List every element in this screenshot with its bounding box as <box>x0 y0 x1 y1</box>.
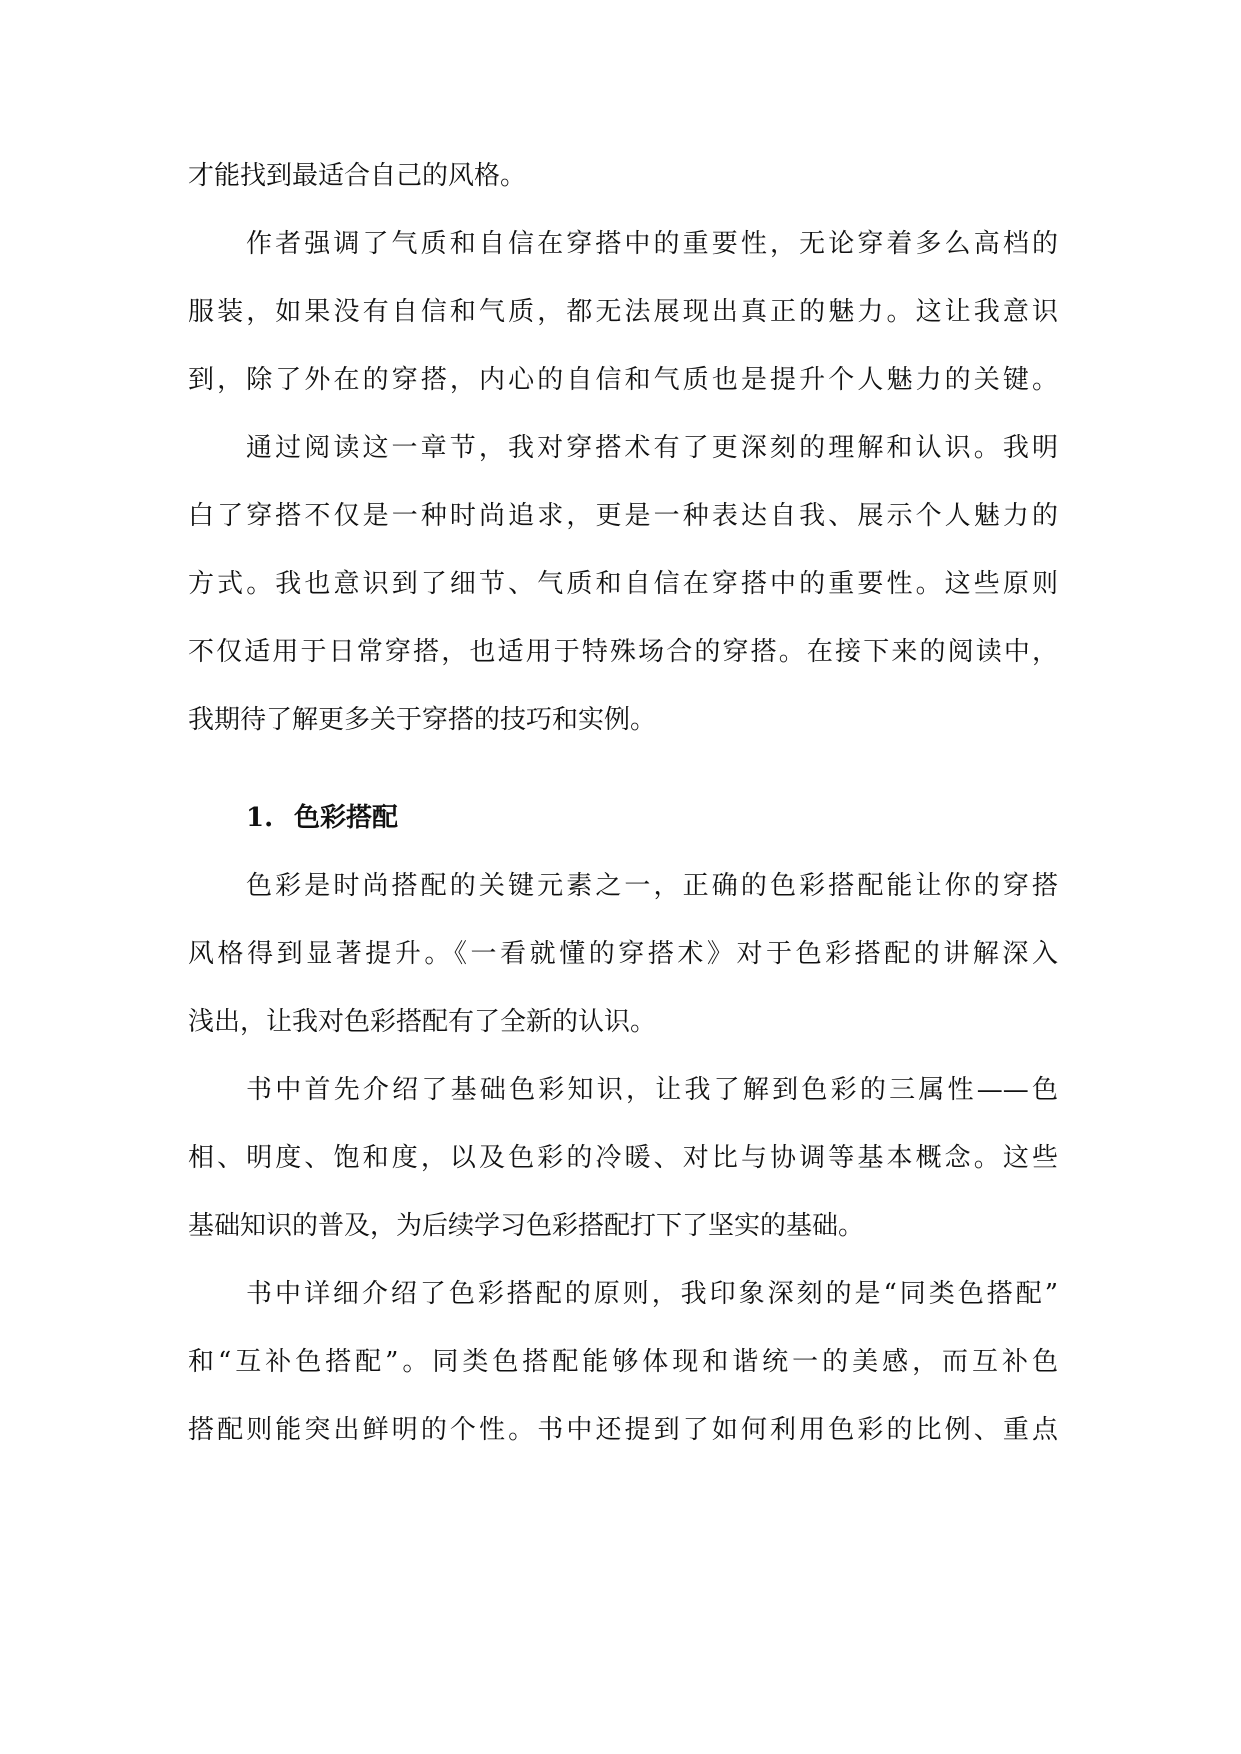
section-spacer <box>188 754 1058 784</box>
text-line: 白了穿搭不仅是一种时尚追求，更是一种表达自我、展示个人魅力的 <box>188 501 1058 531</box>
text-line: 服装，如果没有自信和气质，都无法展现出真正的魅力。这让我意识 <box>188 297 1058 327</box>
text-line: 到，除了外在的穿搭，内心的自信和气质也是提升个人魅力的关键。 <box>188 365 1058 395</box>
text-line: 我期待了解更多关于穿搭的技巧和实例。 <box>188 705 657 735</box>
text-line: 方式。我也意识到了细节、气质和自信在穿搭中的重要性。这些原则 <box>188 569 1058 599</box>
section-heading <box>188 784 1058 852</box>
text-line: 风格得到显著提升。《一看就懂的穿搭术》对于色彩搭配的讲解深入 <box>188 939 1058 969</box>
paragraph <box>188 210 1058 414</box>
text-line: 浅出，让我对色彩搭配有了全新的认识。 <box>188 1007 657 1037</box>
paragraph <box>188 1260 1058 1464</box>
document-body <box>188 142 1058 1464</box>
text-line: 作者强调了气质和自信在穿搭中的重要性，无论穿着多么高档的 <box>246 229 1058 259</box>
section-number: 1. <box>246 803 274 833</box>
text-line: 通过阅读这一章节，我对穿搭术有了更深刻的理解和认识。我明 <box>246 433 1058 463</box>
paragraph-continuation <box>188 142 1058 210</box>
text-line: 书中详细介绍了色彩搭配的原则，我印象深刻的是“同类色搭配” <box>246 1279 1058 1309</box>
text-line: 色彩是时尚搭配的关键元素之一，正确的色彩搭配能让你的穿搭 <box>246 871 1058 901</box>
text-line: 基础知识的普及，为后续学习色彩搭配打下了坚实的基础。 <box>188 1211 865 1241</box>
text-line: 才能找到最适合自己的风格。 <box>188 161 527 191</box>
paragraph <box>188 1056 1058 1260</box>
text-line: 搭配则能突出鲜明的个性。书中还提到了如何利用色彩的比例、重点 <box>188 1415 1058 1445</box>
text-line: 和“互补色搭配”。同类色搭配能够体现和谐统一的美感，而互补色 <box>188 1347 1058 1377</box>
text-line: 相、明度、饱和度，以及色彩的冷暖、对比与协调等基本概念。这些 <box>188 1143 1058 1173</box>
section-title: 色彩搭配 <box>294 803 399 833</box>
paragraph <box>188 414 1058 754</box>
text-line: 书中首先介绍了基础色彩知识，让我了解到色彩的三属性——色 <box>246 1075 1058 1105</box>
text-line: 不仅适用于日常穿搭，也适用于特殊场合的穿搭。在接下来的阅读中， <box>188 637 1058 667</box>
paragraph <box>188 852 1058 1056</box>
